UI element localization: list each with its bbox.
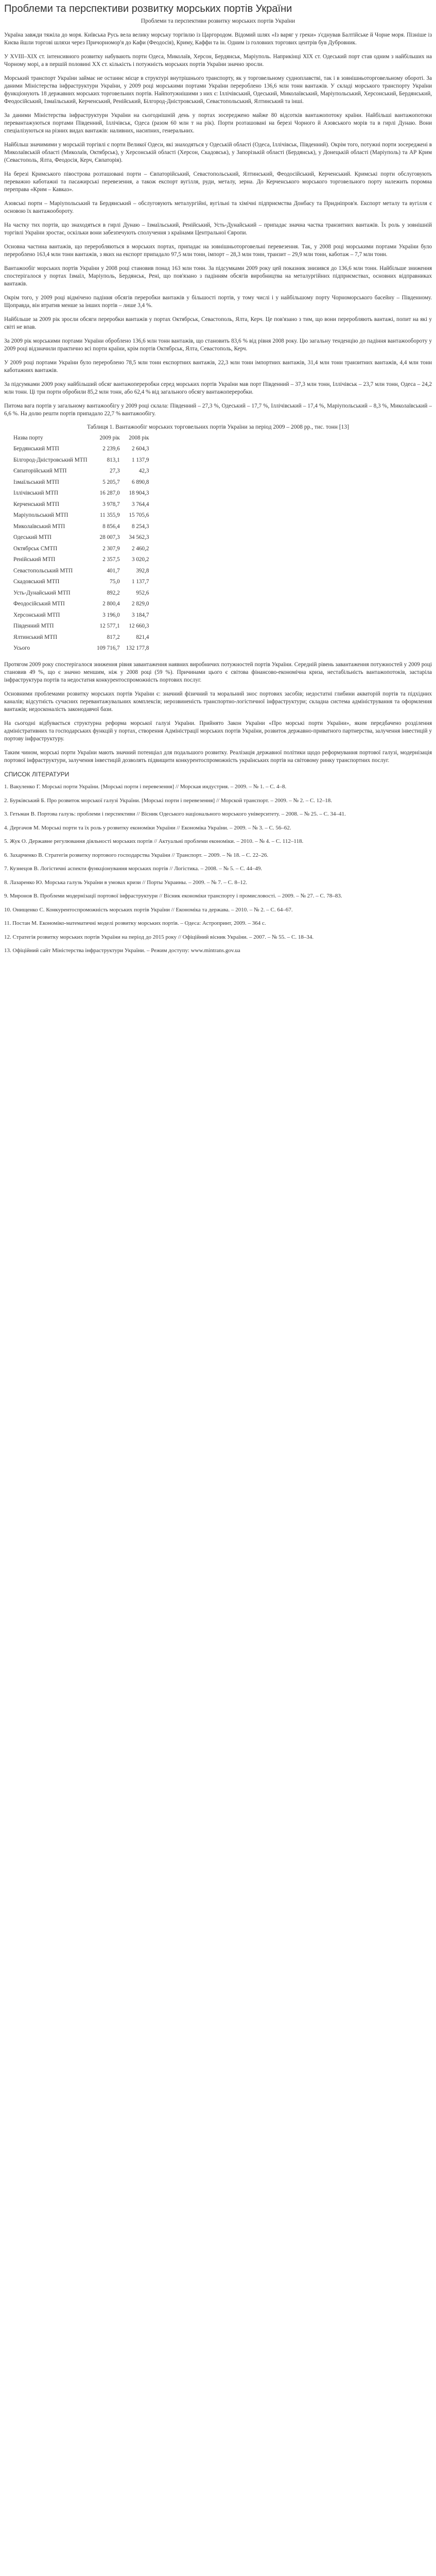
port-name-cell: Усть-Дунайський МТП xyxy=(13,589,71,596)
paragraph: Україна завжди тяжіла до моря. Київська Русь вела велику морську торгівлю із Царгородом. Відомий шлях «Із варяг у греки» з'єднував Балтійське й Чорне моря. Пізніше із Києва йшли торгові шляхи через Причорномор'я до Кафи (Феодосія), Криму, Каффи та ін. Одним із головних торгових центрів був Дубровник. xyxy=(4,32,432,46)
paragraph: Азовські порти – Маріупольський та Бердянський – обслуговують металургійні, вугільні та хімічні підприємства Донбасу та Придніпров'я. Експорт металу та вугілля є основою їх вантажообороту. xyxy=(4,200,432,214)
reference-item: 13. Офіційний сайт Міністерства інфраструктури України. – Режим доступу: www.mintrans.gov.ua xyxy=(4,947,240,954)
value-2009-cell: 892,2 xyxy=(107,589,120,596)
value-2009-cell: 109 716,7 xyxy=(97,645,120,652)
table-header-2008: 2008 рік xyxy=(129,434,149,441)
value-2008-cell: 392,8 xyxy=(136,567,149,574)
value-2009-cell: 2 357,5 xyxy=(102,556,120,563)
value-2008-cell: 8 254,3 xyxy=(131,523,149,530)
article-subtitle: Проблеми та перспективи розвитку морських портів України xyxy=(141,18,295,24)
value-2008-cell: 1 137,7 xyxy=(131,579,149,585)
paragraph: Найбільше за 2009 рік зросли обсяги переробки вантажів у портах Октябрськ, Севастополь, Ялта, Керч. Це пов'язано з тим, що вони переробляють вантажі, попит на які у світі не впав. xyxy=(4,316,432,330)
value-2009-cell: 2 239,6 xyxy=(102,446,120,452)
references-list xyxy=(4,783,432,955)
table-row xyxy=(10,599,152,610)
table-header-2009: 2009 рік xyxy=(99,434,120,441)
table-row xyxy=(10,521,152,532)
reference-item: 2. Бурківський Б. Про розвиток морської галузі України. [Морські порти і перевезення] // Морской транспорт. – 2009. – № 2. – С. 12–18. xyxy=(4,797,333,804)
value-2009-cell: 813,1 xyxy=(107,456,120,463)
value-2008-cell: 6 890,8 xyxy=(131,479,149,485)
paragraph: За підсумками 2009 року найбільший обсяг вантажопереробки серед морських портів України мав порт Південний – 37,3 млн тонн, Іллічівськ – 23,7 млн тонн, Одеса – 24,2 млн тонн. Ці три порти обробили 85,2 млн тонн, або 62,4 % від загального обсягу вантажопереробки. xyxy=(4,381,432,395)
port-name-cell: Усього xyxy=(13,645,30,652)
port-name-cell: Євпаторійський МТП xyxy=(13,468,67,474)
table-row xyxy=(10,554,152,566)
value-2009-cell: 27,3 xyxy=(110,468,120,474)
table-row xyxy=(10,466,152,477)
value-2008-cell: 2 604,3 xyxy=(131,446,149,452)
paragraph: За 2009 рік морськими портами України оброблено 136,6 млн тонн вантажів, що становить 83,6 % від рівня 2008 року. Цю загальну тенденцію до падіння вантажообороту у 2009 році відзначили практично всі порти країни, крім портів Октябрськ, Ялта, Севастополь, Керч. xyxy=(4,338,432,352)
reference-item: 5. Жук О. Державне регулювання діяльності морських портів // Актуальні проблеми економіки. – 2010. – № 4. – С. 112–118. xyxy=(4,838,304,844)
paragraph: За даними Міністерства інфраструктури України на сьогоднішній день у портах зосереджено майже 80 відсотків вантажопотоку країни. Найбільші вантажопотоки перевантажуються портами Південний, Іллічівськ, Одеса (разом 60 млн т на рік). Порти розташовані на березі Чорного й Азовського морів та в гирлі Дунаю. Вони спеціалізуються на різних видах вантажів: наливних, насипних, генеральних. xyxy=(4,112,432,134)
table-header-row xyxy=(10,432,152,444)
value-2008-cell: 34 562,3 xyxy=(129,534,149,541)
value-2008-cell: 18 904,3 xyxy=(129,490,149,497)
table-row xyxy=(10,477,152,488)
references-heading: СПИСОК ЛІТЕРАТУРИ xyxy=(4,771,69,778)
cargo-turnover-table xyxy=(10,432,152,654)
port-name-cell: Ялтинський МТП xyxy=(13,634,58,640)
port-name-cell: Херсонський МТП xyxy=(13,612,60,618)
reference-item: 1. Вакуленко Г. Морські порти України. [Морські порти і перевезення] // Морская индустрия. – 2009. – № 1. – С. 4–8. xyxy=(4,784,287,790)
table-row xyxy=(10,499,152,510)
reference-item: 3. Гетьман В. Портова галузь: проблеми і перспективи // Вісник Одеського національного морського університету. – 2008. – № 25. – С. 34–41. xyxy=(4,811,346,817)
value-2009-cell: 2 800,4 xyxy=(102,601,120,607)
article-body-part-2 xyxy=(4,381,432,418)
paragraph: На березі Кримського півострова розташовані порти – Євпаторійський, Севастопольський, Ялтинський, Феодосійський, Керченський. Кримські порти обслуговують переважно каботажні та пасажирські перевезення, а також експорт вугілля, руди, металу, зерна. До Керченського морського торговельного порту належить поромна переправа «Крим – Кавказ». xyxy=(4,171,432,193)
value-2009-cell: 3 978,7 xyxy=(102,501,120,507)
port-name-cell: Одеський МТП xyxy=(13,534,52,541)
paragraph: Таким чином, морські порти України мають значний потенціал для подальшого розвитку. Реалізація державної політики щодо реформування портової галузі, модернізація портової інфраструктури, залучення інвестицій дозволять підвищити конкурентоспроможність українських портів на світовому ринку транспортних послуг. xyxy=(4,750,432,764)
table-row xyxy=(10,543,152,554)
port-name-cell: Скадовський МТП xyxy=(13,579,60,585)
reference-item: 8. Лазаренко Ю. Морська галузь України в умовах кризи // Порты Украины. – 2009. – № 7. – С. 8–12. xyxy=(4,879,248,886)
port-name-cell: Ренійський МТП xyxy=(13,556,56,563)
port-name-cell: Октябрськ СМТП xyxy=(13,545,58,552)
table-row xyxy=(10,632,152,643)
reference-item: 4. Дергачов М. Морські порти та їх роль у розвитку економіки України // Економіка України. – 2009. – № 3. – С. 56–62. xyxy=(4,824,291,831)
table-row xyxy=(10,577,152,588)
value-2009-cell: 5 205,7 xyxy=(102,479,120,485)
value-2009-cell: 11 355,9 xyxy=(100,512,120,519)
value-2008-cell: 12 660,3 xyxy=(129,623,149,630)
port-name-cell: Миколаївський МТП xyxy=(13,523,65,530)
table-row xyxy=(10,488,152,499)
reference-item: 11. Постан М. Економіко-математичні моделі розвитку морських портів. – Одеса: Астропринт, 2009. – 364 с. xyxy=(4,920,266,926)
port-name-cell: Білгород-Дністровський МТП xyxy=(13,456,88,463)
table-row xyxy=(10,643,152,654)
paragraph: Вантажообіг морських портів України у 2008 році становив понад 163 млн тонн. За підсумками 2009 року цей показник знизився до 136,6 млн тонн. Найбільше зниження спостерігалося у портах Ізмаїл, Маріуполь, Бердянськ, Рені, що пов'язано з падінням обсягів виробництва на металургійних підприємствах, основних відправниках вантажів. xyxy=(4,265,432,287)
table-caption: Таблиця 1. Вантажообіг морських торговельних портів України за період 2009 – 2008 рр., тис. тонн [13] xyxy=(87,424,349,430)
paragraph: Основна частина вантажів, що переробляються в морських портах, припадає на зовнішньоторговельні перевезення. Так, у 2008 році морськими портами України було перероблено 163,4 млн тонн вантажів, з яких на експорт припадало 97,5 млн тонн, імпорт – 28,3 млн тонн, транзит – 29,9 млн тонн, каботаж – 7,7 млн тонн. xyxy=(4,244,432,258)
port-name-cell: Феодосійський МТП xyxy=(13,601,65,607)
value-2009-cell: 16 287,0 xyxy=(99,490,120,497)
value-2009-cell: 817,2 xyxy=(107,634,120,640)
value-2009-cell: 2 307,9 xyxy=(102,545,120,552)
port-name-cell: Севастопольський МТП xyxy=(13,567,73,574)
port-name-cell: Керченський МТП xyxy=(13,501,60,507)
table-row xyxy=(10,444,152,455)
value-2009-cell: 75,0 xyxy=(110,579,120,585)
paragraph: Морський транспорт України займає не останнє місце в структурі внутрішнього транспорту, як у торговельному судноплавстві, так і в зовнішньоторговельному обороті. За даними Міністерства інфраструктури України, у 2009 році морськими портами України перероблено 136,6 млн тонн вантажів. У складі морського транспорту України функціонують 18 державних морських торговельних портів. Найпотужнішими з них є: Іллічівський, Одеський, Миколаївський, Маріупольський, Херсонський, Бердянський, Феодосійський, Ізмаїльський, Керченський, Ренійський, Білгород-Дністровський, Севастопольський, Ялтинський та інші. xyxy=(4,75,432,105)
value-2009-cell: 28 007,3 xyxy=(99,534,120,541)
value-2008-cell: 821,4 xyxy=(136,634,149,640)
value-2008-cell: 132 177,8 xyxy=(126,645,149,652)
paragraph: Питома вага портів у загальному вантажообігу у 2009 році склала: Південний – 27,3 %, Одеський – 17,7 %, Іллічівський – 17,4 %, Маріупольський – 8,3 %, Миколаївський – 6,6 %. На долю решти портів припадало 22,7 % вантажообігу. xyxy=(4,403,432,417)
paragraph: Основними проблемами розвитку морських портів України є: значний фізичний та моральний знос портових засобів; недостатні глибини акваторій портів та підхідних каналів; відсутність сучасних перевантажувальних комплексів; нерозвиненість транспортно-логістичної інфраструктури; складна система адміністрування та оформлення вантажів; недосконалість законодавчої бази. xyxy=(4,691,432,713)
value-2009-cell: 8 856,4 xyxy=(102,523,120,530)
port-name-cell: Ізмаїльський МТП xyxy=(13,479,59,485)
table-row xyxy=(10,510,152,521)
reference-item: 12. Стратегія розвитку морських портів України на період до 2015 року // Офіційний вісник України. – 2007. – № 55. – С. 18–34. xyxy=(4,934,314,940)
table-row xyxy=(10,532,152,544)
value-2009-cell: 3 196,0 xyxy=(102,612,120,618)
value-2008-cell: 42,3 xyxy=(138,468,149,474)
reference-item: 9. Миронов В. Проблеми модернізації портової інфраструктури // Вісник економіки транспорту і промисловості. – 2009. – № 27. – С. 78–83. xyxy=(4,893,342,899)
page-title: Проблеми та перспективи розвитку морських портів України xyxy=(4,3,292,14)
reference-item: 10. Онищенко С. Конкурентоспроможність морських портів України // Економіка та держава. – 2010. – № 2. – С. 64–67. xyxy=(4,906,293,913)
value-2008-cell: 952,6 xyxy=(136,589,149,596)
paragraph: Окрім того, у 2009 році відмічено падіння обсягів переробки вантажів у більшості портів, у тому числі і у найбільшому порту Чорноморського басейну – Південному. Щоправда, він втратив менше за інших портів – лише 3,4 %. xyxy=(4,295,432,309)
table-row xyxy=(10,609,152,621)
reference-item: 7. Кузнецов В. Логістичні аспекти функціонування морських портів // Логістика. – 2008. – № 5. – С. 44–49. xyxy=(4,866,263,872)
port-name-cell: Південний МТП xyxy=(13,623,54,630)
value-2008-cell: 2 829,0 xyxy=(131,601,149,607)
table-body xyxy=(10,444,152,654)
article xyxy=(0,0,436,971)
value-2008-cell: 3 764,4 xyxy=(131,501,149,507)
port-name-cell: Бердянський МТП xyxy=(13,446,59,452)
value-2009-cell: 401,7 xyxy=(107,567,120,574)
paragraph: Протягом 2009 року спостерігалося зниження рівня завантаження наявних виробничих потужностей портів України. Середній рівень завантаження потужностей у 2009 році становив 49 %, що є значно меншим, ніж у 2008 році (59 %). Причинами цього є світова фінансово-економічна криза, нестабільність вантажопотоків, застаріла інфраструктура портів та недостатня конкурентоспроможність портових послуг. xyxy=(4,662,432,683)
value-2008-cell: 15 705,6 xyxy=(129,512,149,519)
article-body-part-3 xyxy=(4,661,432,765)
port-name-cell: Маріупольський МТП xyxy=(13,512,68,519)
value-2008-cell: 2 460,2 xyxy=(131,545,149,552)
reference-item: 6. Захарченко В. Стратегія розвитку портового господарства України // Транспорт. – 2009. – № 18. – С. 22–26. xyxy=(4,852,269,858)
article-body-part-1 xyxy=(4,31,432,375)
port-name-cell: Іллічівський МТП xyxy=(13,490,59,497)
table-row xyxy=(10,454,152,466)
table-header-port: Назва порту xyxy=(13,434,43,441)
value-2009-cell: 12 577,1 xyxy=(99,623,120,630)
table-row xyxy=(10,565,152,577)
table-row xyxy=(10,621,152,632)
value-2008-cell: 3 184,7 xyxy=(131,612,149,618)
paragraph: У 2009 році портами України було перероблено 78,5 млн тонн експортних вантажів, 22,3 млн тонн імпортних вантажів, 31,4 млн тонн транзитних вантажів, 4,4 млн тонн каботажних вантажів. xyxy=(4,360,432,374)
value-2008-cell: 3 020,2 xyxy=(131,556,149,563)
paragraph: У XVIII–XIX ст. інтенсивного розвитку набувають порти Одеса, Миколаїв, Херсон, Бердянськ, Маріуполь. Наприкінці XIX ст. Одеський порт став одним з найбільших на Чорному морі, а в першій половині ХХ ст. кількість і потужність морських портів України значно зросли. xyxy=(4,54,432,67)
table-row xyxy=(10,587,152,599)
paragraph: На сьогодні відбувається структурна реформа морської галузі України. Прийнято Закон України «Про морські порти України», яким передбачено розділення адміністративних та господарських функцій у портах, створення Адміністрації морських портів України, розвиток державно-приватного партнерства, залучення інвестицій у портову інфраструктуру. xyxy=(4,720,432,742)
value-2008-cell: 1 137,9 xyxy=(131,456,149,463)
paragraph: На частку тих портів, що знаходяться в гирлі Дунаю – Ізмаїльський, Ренійський, Усть-Дунайський – припадає значна частка транзитних вантажів. Їх роль у зовнішній торгівлі України зростає, оскільки вони забезпечують сполучення з країнами Центральної Європи. xyxy=(4,222,432,236)
paragraph: Найбільш значимими у морській торгівлі є порти Великої Одеси, які знаходяться у Одеській області (Одеса, Іллічівськ, Південний). Окрім того, потужні порти зосереджені в Миколаївській області (Миколаїв, Октябрськ), у Херсонській області (Херсон, Скадовськ), у Запорізькій області (Бердянськ), у Донецькій області (Маріуполь) та АР Крим (Севастополь, Ялта, Феодосія, Керч, Євпаторія). xyxy=(4,142,432,163)
